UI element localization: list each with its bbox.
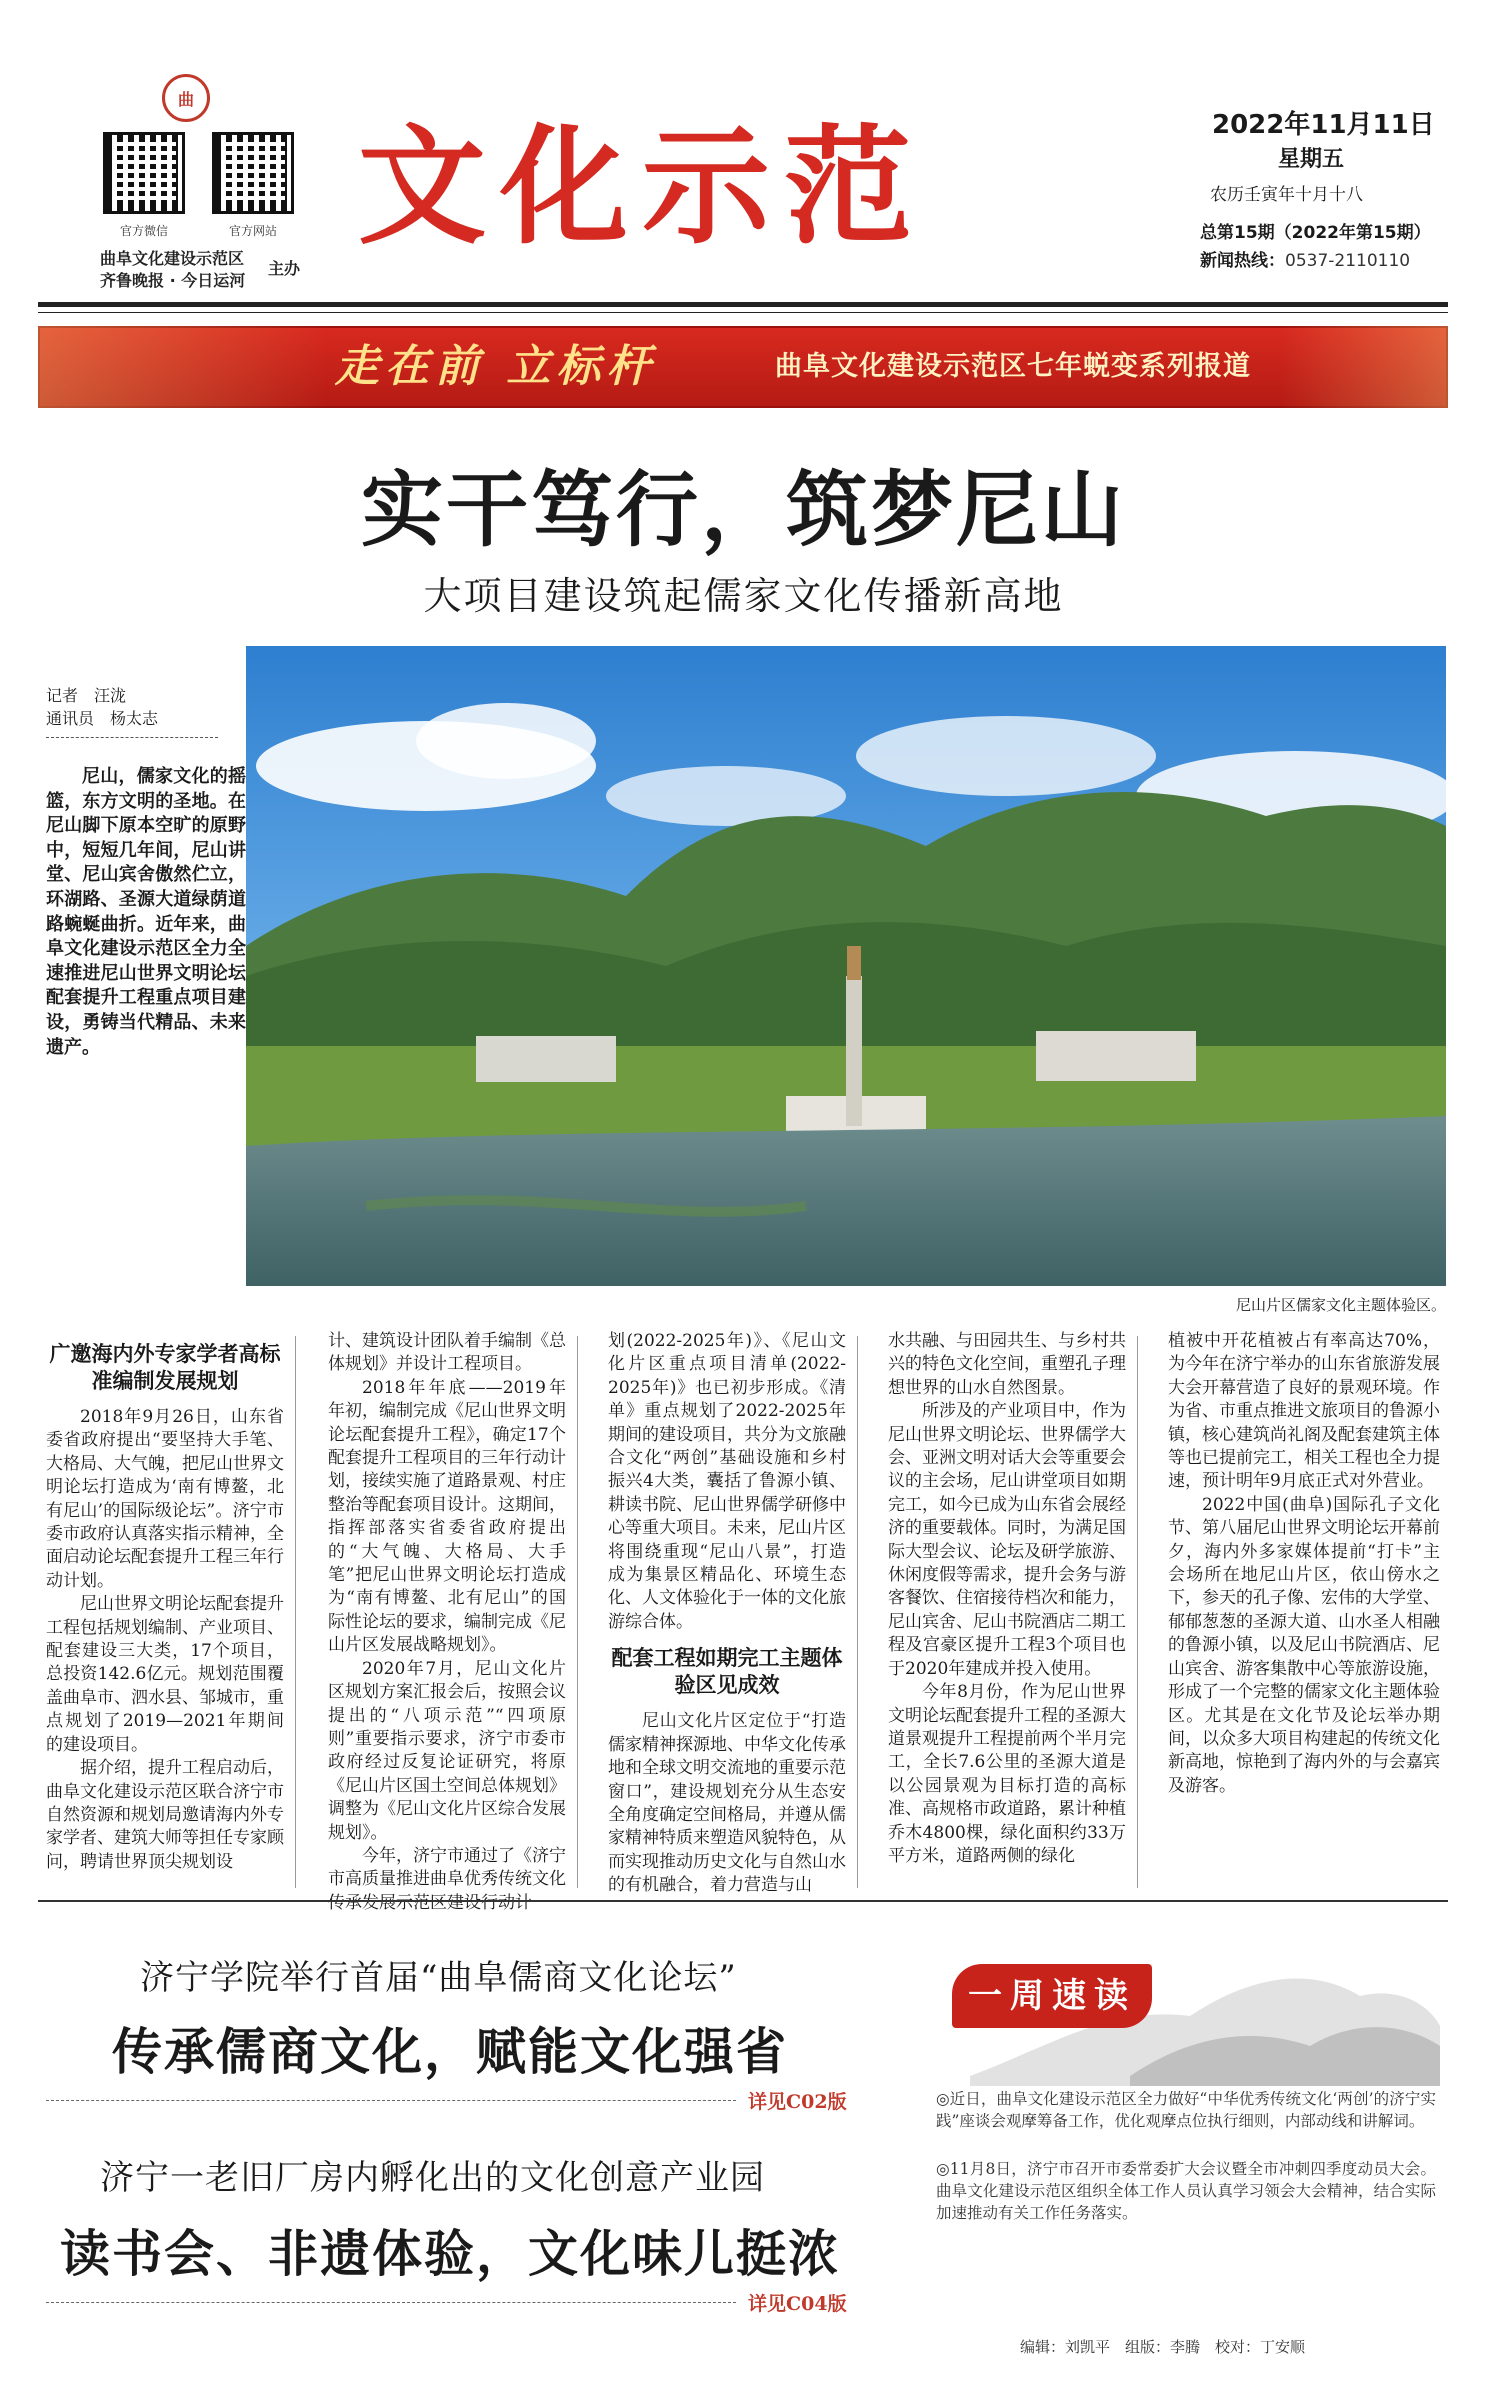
section-subhead-planning: 广邀海内外专家学者高标准编制发展规划 <box>49 1341 281 1393</box>
main-subheadline: 大项目建设筑起儒家文化传播新高地 <box>423 574 1064 618</box>
teaser-1-title[interactable]: 传承儒商文化，赋能文化强省 <box>112 2022 788 2081</box>
teaser-1-kicker: 济宁学院举行首届“曲阜儒商文化论坛” <box>140 1958 737 1998</box>
paragraph: 今年8月份，作为尼山世界文明论坛配套提升工程的圣源大道景观提升工程提前两个半月完工，全长7.6公里的圣源大道是以公园景观为目标打造的高标准、高规格市政道路，累计种植乔木4800棵，绿化面积约33万平方米，道路两侧的绿化 <box>888 1682 1126 1866</box>
paragraph: 2018年9月26日，山东省委省政府提出“要坚持大手笔、大格局、大气魄，把尼山世界文明论坛打造成为‘南有博鳌，北有尼山’的国际级论坛”。济宁市委市政府认真落实指示精神，全面启动论坛配套提升工程三年行动计划。 <box>46 1407 284 1591</box>
masthead-rule <box>38 302 1448 307</box>
column-divider <box>1137 1336 1138 1888</box>
banner-slogan: 走在前 立标杆 <box>335 341 657 392</box>
website-qr-code[interactable] <box>212 132 294 214</box>
lunar-date: 农历壬寅年十月十八 <box>1210 185 1363 205</box>
hotline-label: 新闻热线： <box>1200 251 1285 271</box>
paragraph: 划(2022-2025年)》、《尼山文化片区重点项目清单(2022-2025年)》也已初步形成。《清单》重点规划了2022-2025年期间的建设项目，共分为文旅融合文化“两创”基础设施和乡村振兴4大类，囊括了鲁源小镇、耕读书院、尼山世界儒学研修中心等重大项目。未来，尼山片区将围绕重现“尼山八景”，打造成为集景区精品化、环境生态化、人文体验化于一体的文化旅游综合体。 <box>608 1331 846 1632</box>
qr-label-wechat: 官方微信 <box>119 224 168 238</box>
article-lead: 尼山，儒家文化的摇篮，东方文明的圣地。在尼山脚下原本空旷的原野中，短短几年间，尼山讲堂、尼山宾舍傲然伫立，环湖路、圣源大道绿荫道路蜿蜒曲折。近年来，曲阜文化建设示范区全力全速推进尼山世界文明论坛配套提升工程重点项目建设，勇铸当代精品、未来遗产。 <box>46 766 246 1058</box>
paragraph: 据介绍，提升工程启动后，曲阜文化建设示范区联合济宁市自然资源和规划局邀请海内外专家学者、建筑大师等担任专家顾问，聘请世界顶尖规划设 <box>46 1758 284 1872</box>
teaser-2-rule <box>46 2302 736 2303</box>
hotline-number: 0537-2110110 <box>1285 251 1411 271</box>
article-column-4 <box>888 1330 1126 1868</box>
byline-correspondent: 通讯员 杨太志 <box>46 709 159 728</box>
masthead-rule-thin <box>38 312 1448 313</box>
host-suffix: 主办 <box>268 259 301 278</box>
paragraph: 植被中开花植被占有率高达70%，为今年在济宁举办的山东省旅游发展大会开幕营造了良好的景观环境。作为省、市重点推进文旅项目的鲁源小镇，核心建筑尚礼阁及配套建筑主体等也已提前完工，相关工程也全力提速，预计明年9月底正式对外营业。 <box>1168 1331 1440 1492</box>
paragraph: 尼山世界文明论坛配套提升工程包括规划编制、产业项目、配套建设三大类，17个项目，总投资142.6亿元。规划范围覆盖曲阜市、泗水县、邹城市，重点规划了2019—2021年期间的建设项目。 <box>46 1594 284 1755</box>
issue-number: 总第15期（2022年第15期） <box>1200 223 1431 243</box>
qr-label-website: 官方网站 <box>228 224 277 238</box>
byline-divider <box>46 737 218 738</box>
column-divider <box>295 1336 296 1888</box>
section-subhead-completion: 配套工程如期完工主题体验区见成效 <box>611 1645 843 1698</box>
banner-series-title: 曲阜文化建设示范区七年蜕变系列报道 <box>775 351 1251 382</box>
paragraph: 今年，济宁市通过了《济宁市高质量推进曲阜优秀传统文化传承发展示范区建设行动计 <box>328 1845 566 1913</box>
main-headline: 实干笃行，筑梦尼山 <box>360 462 1126 558</box>
teaser-2-link[interactable]: 详见C04版 <box>748 2293 847 2315</box>
paragraph: 2020年7月，尼山文化片区规划方案汇报会后，按照会议提出的“八项示范”“四项原则”重要指示要求，济宁市委市政府经过反复论证研究，将原《尼山片区国土空间总体规划》调整为《尼山文化片区综合发展规划》。 <box>328 1658 566 1843</box>
byline-reporter: 记者 汪泷 <box>46 686 127 705</box>
paragraph: 水共融、与田园共生、与乡村共兴的特色文化空间，重塑孔子理想世界的山水自然图景。 <box>888 1331 1126 1398</box>
host-line-2: 齐鲁晚报 · 今日运河 <box>100 271 246 290</box>
paragraph: 2018年年底——2019年年初，编制完成《尼山世界文明论坛配套提升工程》，确定17个配套提升工程项目的三年行动计划，接续实施了道路景观、村庄整治等配套项目设计。这期间，指挥部落实省委省政府提出的“大气魄、大格局、大手笔”把尼山世界文明论坛打造成为“南有博鳌、北有尼山”的国际性论坛的要求，编制完成《尼山片区发展战略规划》。 <box>328 1377 566 1656</box>
paragraph: 尼山文化片区定位于“打造儒家精神探源地、中华文化传承地和全球文明交流地的重要示范窗口”，建设规划充分从生态安全角度确定空间格局，并遵从儒家精神特质来塑造风貌特色，从而实现推动历史文化与自然山水的有机融合，着力营造与山 <box>608 1711 846 1896</box>
wechat-qr-code[interactable] <box>103 132 185 214</box>
issue-date: 2022年11月11日 <box>1212 110 1435 140</box>
issue-weekday: 星期五 <box>1278 147 1345 172</box>
column-divider <box>577 1336 578 1888</box>
newspaper-logo: 文化示范 <box>358 113 927 262</box>
article-column-1 <box>46 1330 284 1874</box>
column-divider <box>857 1336 858 1888</box>
teaser-2-kicker: 济宁一老旧厂房内孵化出的文化创意产业园 <box>100 2158 765 2198</box>
editor-credits: 编辑：刘凯平 组版：李腾 校对：丁安顺 <box>1020 2338 1306 2356</box>
article-column-3 <box>608 1330 846 1898</box>
publisher-seal-icon: 曲 <box>162 74 210 122</box>
teaser-2-title[interactable]: 读书会、非遗体验，文化味儿挺浓 <box>60 2224 840 2283</box>
brief-item: ◎11月8日，济宁市召开市委常委扩大会议暨全市冲刺四季度动员大会。曲阜文化建设示范区组织全体工作人员认真学习领会大会精神，结合实际加速推动有关工作任务落实。 <box>936 2160 1436 2222</box>
teaser-1-rule <box>46 2100 736 2101</box>
news-hotline <box>1200 246 1410 271</box>
banner-ornament-right <box>1280 326 1448 408</box>
section-separator <box>38 1900 1448 1902</box>
weekly-brief-badge: 一周速读 <box>952 1964 1152 2028</box>
paragraph: 所涉及的产业项目中，作为尼山世界文明论坛、世界儒学大会、亚洲文明对话大会等重要会议的主会场，尼山讲堂项目如期完工，如今已成为山东省会展经济的重要载体。同时，为满足国际大型会议、论坛及研学旅游、休闲度假等需求，提升会务与游客餐饮、住宿接待档次和能力，尼山宾舍、尼山书院酒店二期工程及宫豪区提升工程3个项目也于2020年建成并投入使用。 <box>888 1401 1126 1679</box>
paragraph: 2022中国(曲阜)国际孔子文化节、第八届尼山世界文明论坛开幕前夕，海内外多家媒体提前“打卡”主会场所在地尼山片区，依山傍水之下，参天的孔子像、宏伟的大学堂、郁郁葱葱的圣源大道、山水圣人相融的鲁源小镇，以及尼山书院酒店、尼山宾舍、游客集散中心等旅游设施，形成了一个完整的儒家文化主题体验区。尤其是在文化节及论坛举办期间，以众多大项目构建起的传统文化新高地，惊艳到了海内外的与会嘉宾及游客。 <box>1168 1494 1440 1796</box>
brief-item: ◎近日，曲阜文化建设示范区全力做好“中华优秀传统文化‘两创’的济宁实践”座谈会观摩筹备工作，优化观摩点位执行细则，内部动线和讲解词。 <box>936 2090 1436 2130</box>
teaser-1-link[interactable]: 详见C02版 <box>748 2091 847 2113</box>
banner-ornament-left <box>38 326 328 408</box>
photo-caption: 尼山片区儒家文化主题体验区。 <box>1235 1296 1446 1314</box>
host-line-1: 曲阜文化建设示范区 <box>100 249 245 268</box>
paragraph: 计、建筑设计团队着手编制《总体规划》并设计工程项目。 <box>328 1331 566 1375</box>
byline <box>46 684 158 730</box>
article-column-2 <box>328 1330 566 1915</box>
article-column-5 <box>1168 1330 1440 1798</box>
nishan-aerial-photo[interactable] <box>246 646 1446 1286</box>
